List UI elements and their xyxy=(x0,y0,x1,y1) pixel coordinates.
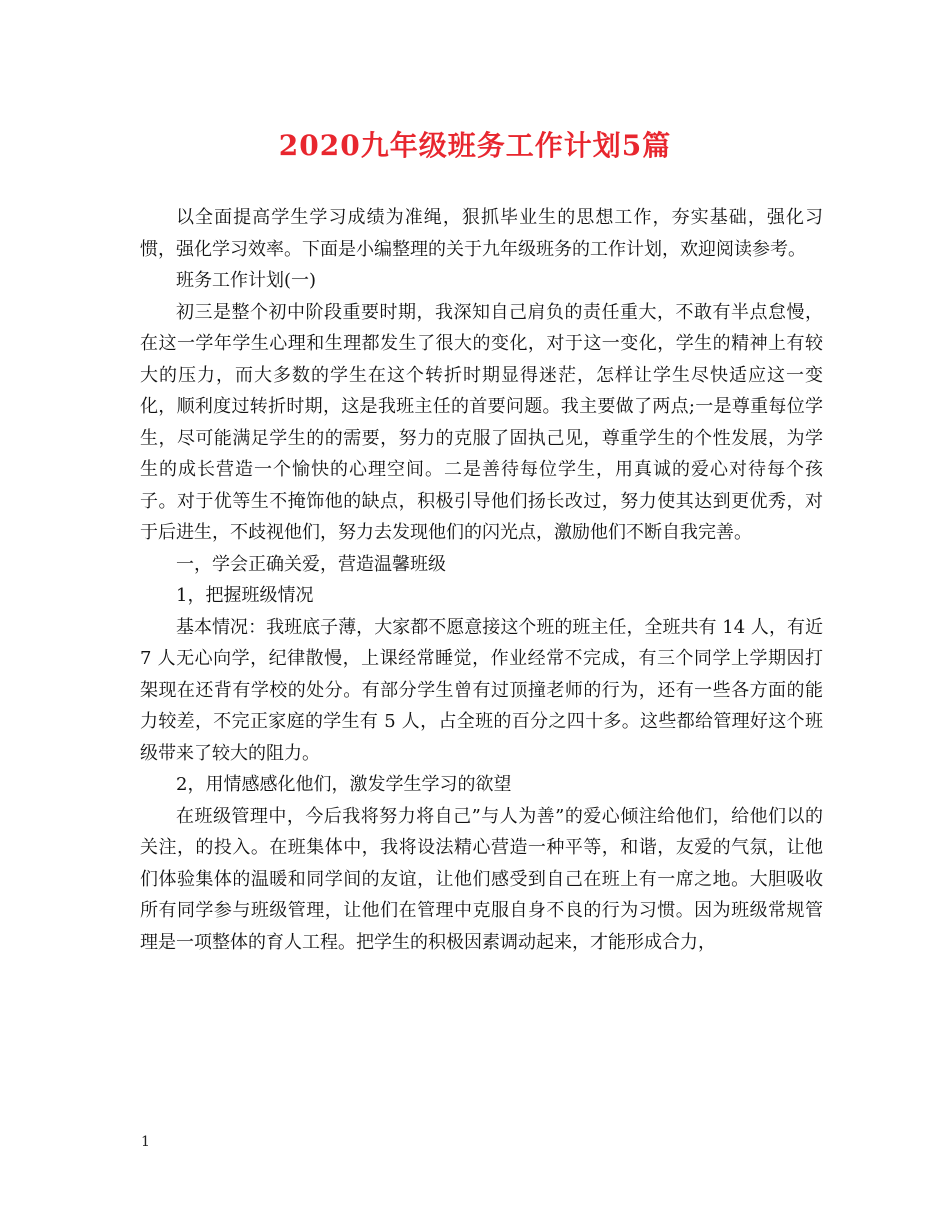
section-heading-1: 一，学会正确关爱，营造温馨班级 xyxy=(176,553,446,575)
document-title: 2020九年级班务工作计划5篇 xyxy=(278,129,672,162)
subsection-heading-2: 2，用情感感化他们，激发学生学习的欲望 xyxy=(176,774,512,795)
page-number: 1 xyxy=(141,1134,150,1150)
subsection-heading-1: 1，把握班级情况 xyxy=(176,585,314,606)
body-paragraph: 初三是整个初中阶段重要时期，我深知自己肩负的责任重大，不敢有半点怠慢，在这一学年学生心理和生理都发生了很大的变化，对于这一变化，学生的精神上有较大的压力，而大多数的学生在这个转折时期显得迷茫，怎样让学生尽快适应这一变化，顺利度过转折时期，这是我班主任的首要问题。我主要做了两点;一是尊重每位学生，尽可能满足学生的的需要，努力的克服了固执己见，尊重学生的个性发展，为学生的成长营造一个愉快的心理空间。二是善待每位学生，用真诚的爱心对待每个孩子。对于优等生不掩饰他的缺点，积极引导他们扬长改过，努力使其达到更优秀，对于后进生，不歧视他们，努力去发现他们的闪光点，激励他们不断自我完善。 xyxy=(140,301,823,543)
section-heading-plan-1: 班务工作计划(一) xyxy=(176,270,317,291)
document-body xyxy=(140,202,823,958)
body-paragraph: 在班级管理中，今后我将努力将自己”与人为善”的爱心倾注给他们，给他们以的关注，的投入。在班集体中，我将设法精心营造一种平等，和谐，友爱的气氛，让他们体验集体的温暖和同学间的友谊，让他们感受到自己在班上有一席之地。大胆吸收所有同学参与班级管理，让他们在管理中克服自身不良的行为习惯。因为班级常规管理是一项整体的育人工程。把学生的积极因素调动起来，才能形成合力， xyxy=(140,805,823,953)
intro-paragraph: 以全面提高学生学习成绩为准绳，狠抓毕业生的思想工作，夯实基础，强化习惯，强化学习效率。下面是小编整理的关于九年级班务的工作计划，欢迎阅读参考。 xyxy=(140,207,823,260)
body-paragraph: 基本情况：我班底子薄，大家都不愿意接这个班的班主任，全班共有 14 人，有近 7 人无心向学，纪律散慢，上课经常睡觉，作业经常不完成，有三个同学上学期因打架现在还背有学校的处分。有部分学生曾有过顶撞老师的行为，还有一些各方面的能力较差，不完正家庭的学生有 5 人，占全班的百分之四十多。这些都给管理好这个班级带来了较大的阻力。 xyxy=(140,616,823,764)
